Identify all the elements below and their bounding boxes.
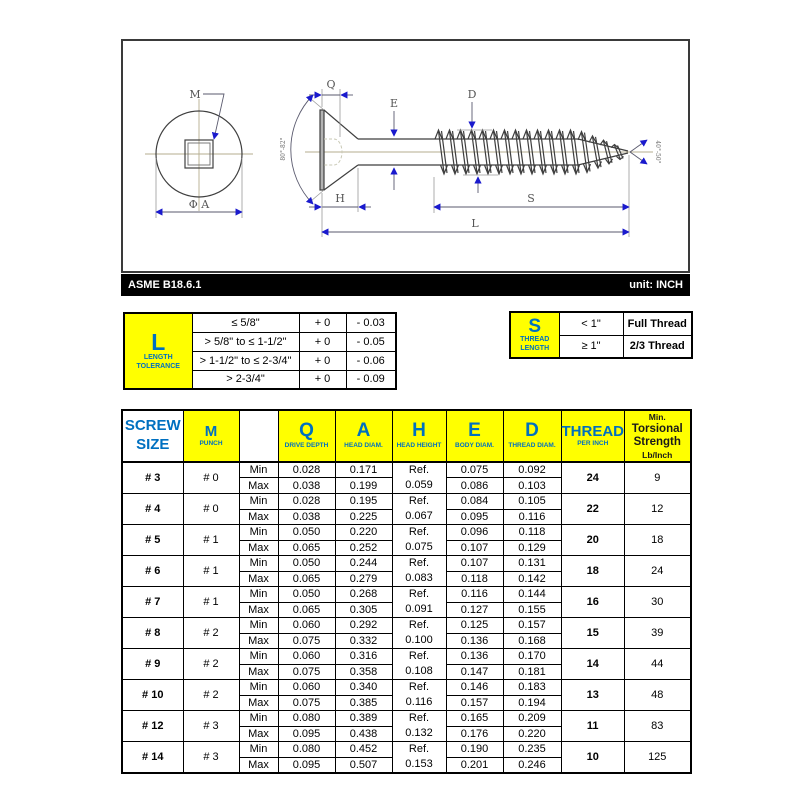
d-min-cell: 0.118 (503, 525, 561, 541)
q-max-cell: 0.065 (278, 602, 335, 618)
a-max-cell: 0.225 (335, 509, 392, 525)
s-caption-2: LENGTH (520, 344, 550, 352)
a-max-cell: 0.279 (335, 571, 392, 587)
drawing-frame (121, 39, 690, 273)
dim-label-m: M (189, 88, 201, 101)
dim-label-e: E (389, 97, 399, 110)
h-value: 0.083 (405, 572, 433, 584)
strength-header-unit: Lb/Inch (642, 449, 673, 460)
min-label-cell: Min (239, 649, 278, 665)
tol-range: > 1-1/2" to ≤ 2-3/4" (192, 351, 299, 370)
torsional-strength-cell: 39 (625, 618, 691, 649)
d-max-cell: 0.168 (503, 633, 561, 649)
h-value: 0.116 (405, 696, 433, 708)
q-max-cell: 0.065 (278, 540, 335, 556)
q-header-caption: DRIVE DEPTH (284, 442, 329, 450)
spec-row-min (122, 494, 691, 510)
ref-label: Ref. (408, 464, 430, 476)
q-max-cell: 0.095 (278, 726, 335, 742)
e-max-cell: 0.095 (446, 509, 503, 525)
a-min-cell: 0.452 (335, 742, 392, 758)
q-max-cell: 0.038 (278, 478, 335, 494)
a-header-caption: HEAD DIAM. (344, 442, 383, 450)
e-min-cell: 0.190 (446, 742, 503, 758)
max-label-cell: Max (239, 695, 278, 711)
m-header-letter: M (204, 422, 218, 440)
thread-per-inch-cell: 24 (561, 462, 625, 494)
spec-row-min (122, 711, 691, 727)
s-caption-1: THREAD (520, 335, 550, 343)
d-min-cell: 0.092 (503, 462, 561, 478)
thread-per-inch-cell: 22 (561, 494, 625, 525)
e-min-cell: 0.096 (446, 525, 503, 541)
e-max-cell: 0.086 (446, 478, 503, 494)
strength-header-title: Torsional Strength (631, 423, 683, 448)
e-header-letter: E (468, 420, 481, 442)
a-min-cell: 0.171 (335, 462, 392, 478)
thread-range: < 1" (559, 312, 623, 335)
a-min-cell: 0.220 (335, 525, 392, 541)
ref-label: Ref. (408, 650, 430, 662)
col-header-q (278, 410, 335, 462)
e-max-cell: 0.176 (446, 726, 503, 742)
e-max-cell: 0.127 (446, 602, 503, 618)
d-min-cell: 0.157 (503, 618, 561, 634)
tol-plus: + 0 (299, 332, 346, 351)
ref-label: Ref. (408, 681, 430, 693)
h-value: 0.153 (405, 758, 433, 770)
col-header-e (446, 410, 503, 462)
e-min-cell: 0.125 (446, 618, 503, 634)
e-min-cell: 0.136 (446, 649, 503, 665)
q-max-cell: 0.095 (278, 757, 335, 773)
min-label-cell: Min (239, 742, 278, 758)
torsional-strength-cell: 9 (625, 462, 691, 494)
q-max-cell: 0.075 (278, 633, 335, 649)
max-label-cell: Max (239, 571, 278, 587)
spec-row-min (122, 556, 691, 572)
a-max-cell: 0.507 (335, 757, 392, 773)
max-label-cell: Max (239, 602, 278, 618)
min-label-cell: Min (239, 462, 278, 478)
min-label-cell: Min (239, 680, 278, 696)
q-max-cell: 0.075 (278, 695, 335, 711)
spec-row-min (122, 742, 691, 758)
h-value: 0.075 (405, 541, 433, 553)
spec-row-min (122, 462, 691, 478)
screw-size-cell: # 10 (122, 680, 183, 711)
ref-label: Ref. (408, 557, 430, 569)
punch-cell: # 2 (183, 680, 239, 711)
d-max-cell: 0.142 (503, 571, 561, 587)
screw-size-cell: # 14 (122, 742, 183, 774)
q-min-cell: 0.080 (278, 711, 335, 727)
d-max-cell: 0.116 (503, 509, 561, 525)
screw-size-cell: # 4 (122, 494, 183, 525)
e-max-cell: 0.157 (446, 695, 503, 711)
h-ref-cell (392, 462, 446, 494)
a-min-cell: 0.244 (335, 556, 392, 572)
point-angle-label: 40°-50° (654, 140, 661, 164)
ref-label: Ref. (408, 743, 430, 755)
d-max-cell: 0.194 (503, 695, 561, 711)
col-header-minmax (239, 410, 278, 462)
thread-per-inch-cell: 14 (561, 649, 625, 680)
col-header-h (392, 410, 446, 462)
thread-per-inch-cell: 10 (561, 742, 625, 774)
tol-minus: - 0.09 (346, 370, 396, 389)
thread-per-inch-cell: 13 (561, 680, 625, 711)
d-header-letter: D (525, 420, 539, 442)
q-min-cell: 0.028 (278, 494, 335, 510)
thread-per-inch-cell: 11 (561, 711, 625, 742)
thread-length-label (510, 312, 559, 358)
tol-plus: + 0 (299, 313, 346, 332)
thread-per-inch-cell: 16 (561, 587, 625, 618)
ref-label: Ref. (408, 588, 430, 600)
d-min-cell: 0.209 (503, 711, 561, 727)
d-min-cell: 0.170 (503, 649, 561, 665)
screw-size-cell: # 5 (122, 525, 183, 556)
dim-label-d: D (467, 88, 477, 101)
punch-cell: # 1 (183, 525, 239, 556)
torsional-strength-cell: 83 (625, 711, 691, 742)
e-min-cell: 0.084 (446, 494, 503, 510)
spec-row-min (122, 525, 691, 541)
e-max-cell: 0.107 (446, 540, 503, 556)
q-max-cell: 0.075 (278, 664, 335, 680)
torsional-strength-cell: 48 (625, 680, 691, 711)
thread-header-caption: PER INCH (577, 440, 609, 448)
h-ref-cell (392, 587, 446, 618)
min-label-cell: Min (239, 618, 278, 634)
d-max-cell: 0.181 (503, 664, 561, 680)
tol-minus: - 0.03 (346, 313, 396, 332)
a-min-cell: 0.389 (335, 711, 392, 727)
h-value: 0.108 (405, 665, 433, 677)
d-max-cell: 0.155 (503, 602, 561, 618)
q-header-letter: Q (299, 420, 314, 442)
d-min-cell: 0.105 (503, 494, 561, 510)
head-angle-label: 80°-82° (280, 137, 287, 161)
torsional-strength-cell: 30 (625, 587, 691, 618)
spec-row-min (122, 649, 691, 665)
a-max-cell: 0.252 (335, 540, 392, 556)
punch-cell: # 0 (183, 494, 239, 525)
strength-header-min: Min. (648, 411, 666, 422)
tol-range: > 2-3/4" (192, 370, 299, 389)
l-caption-2: TOLERANCE (136, 362, 180, 370)
punch-cell: # 2 (183, 618, 239, 649)
thread-per-inch-cell: 20 (561, 525, 625, 556)
torsional-strength-cell: 44 (625, 649, 691, 680)
screw-size-cell: # 9 (122, 649, 183, 680)
s-letter: S (528, 315, 542, 337)
min-label-cell: Min (239, 587, 278, 603)
screw-spec-table (121, 409, 692, 774)
q-max-cell: 0.038 (278, 509, 335, 525)
d-max-cell: 0.103 (503, 478, 561, 494)
a-max-cell: 0.305 (335, 602, 392, 618)
thread-per-inch-cell: 18 (561, 556, 625, 587)
a-min-cell: 0.316 (335, 649, 392, 665)
punch-cell: # 2 (183, 649, 239, 680)
max-label-cell: Max (239, 664, 278, 680)
torsional-strength-cell: 18 (625, 525, 691, 556)
h-value: 0.091 (405, 603, 433, 615)
max-label-cell: Max (239, 726, 278, 742)
torsional-strength-cell: 125 (625, 742, 691, 774)
dim-label-q: Q (326, 78, 336, 91)
tol-plus: + 0 (299, 370, 346, 389)
min-label-cell: Min (239, 525, 278, 541)
ref-label: Ref. (408, 526, 430, 538)
tol-range: ≤ 5/8" (192, 313, 299, 332)
min-label-cell: Min (239, 556, 278, 572)
a-header-letter: A (356, 420, 371, 442)
d-min-cell: 0.235 (503, 742, 561, 758)
screw-size-cell: # 8 (122, 618, 183, 649)
h-header-caption: HEAD HEIGHT (396, 442, 442, 450)
ref-label: Ref. (408, 619, 430, 631)
q-min-cell: 0.050 (278, 587, 335, 603)
screw-size-cell: # 6 (122, 556, 183, 587)
h-ref-cell (392, 618, 446, 649)
col-header-a (335, 410, 392, 462)
e-min-cell: 0.146 (446, 680, 503, 696)
d-max-cell: 0.129 (503, 540, 561, 556)
col-header-d (503, 410, 561, 462)
screw-technical-drawing (123, 41, 688, 271)
e-max-cell: 0.201 (446, 757, 503, 773)
punch-cell: # 3 (183, 711, 239, 742)
max-label-cell: Max (239, 757, 278, 773)
punch-cell: # 1 (183, 556, 239, 587)
thread-header-letter: THREAD (561, 422, 624, 440)
ref-label: Ref. (408, 712, 430, 724)
a-max-cell: 0.332 (335, 633, 392, 649)
a-min-cell: 0.268 (335, 587, 392, 603)
h-value: 0.059 (405, 479, 433, 491)
screw-size-cell: # 3 (122, 462, 183, 494)
spec-row-min (122, 587, 691, 603)
thread-rule: Full Thread (623, 312, 692, 335)
min-label-cell: Min (239, 494, 278, 510)
col-header-m-punch (183, 410, 239, 462)
d-max-cell: 0.220 (503, 726, 561, 742)
max-label-cell: Max (239, 478, 278, 494)
l-letter: L (151, 328, 166, 355)
torsional-strength-cell: 12 (625, 494, 691, 525)
h-header-letter: H (412, 420, 426, 442)
tol-plus: + 0 (299, 351, 346, 370)
max-label-cell: Max (239, 633, 278, 649)
punch-cell: # 1 (183, 587, 239, 618)
q-min-cell: 0.060 (278, 680, 335, 696)
max-label-cell: Max (239, 509, 278, 525)
unit-label: unit: INCH (629, 279, 683, 291)
d-max-cell: 0.246 (503, 757, 561, 773)
length-tolerance-label (124, 313, 192, 389)
dim-label-s: S (527, 192, 535, 205)
tol-minus: - 0.06 (346, 351, 396, 370)
dim-label-h: H (335, 192, 345, 205)
q-min-cell: 0.028 (278, 462, 335, 478)
d-header-caption: THREAD DIAM. (508, 442, 556, 450)
q-min-cell: 0.060 (278, 649, 335, 665)
a-min-cell: 0.292 (335, 618, 392, 634)
h-value: 0.067 (405, 510, 433, 522)
max-label-cell: Max (239, 540, 278, 556)
m-header-caption: PUNCH (199, 440, 223, 448)
col-header-thread (561, 410, 625, 462)
h-value: 0.132 (405, 727, 433, 739)
q-max-cell: 0.065 (278, 571, 335, 587)
tol-range: > 5/8" to ≤ 1-1/2" (192, 332, 299, 351)
min-label-cell: Min (239, 711, 278, 727)
thread-length-table (509, 311, 693, 359)
d-min-cell: 0.131 (503, 556, 561, 572)
a-max-cell: 0.438 (335, 726, 392, 742)
h-ref-cell (392, 649, 446, 680)
tol-minus: - 0.05 (346, 332, 396, 351)
col-header-screw-size: SCREW SIZE (122, 410, 183, 462)
h-ref-cell (392, 556, 446, 587)
e-min-cell: 0.165 (446, 711, 503, 727)
e-max-cell: 0.136 (446, 633, 503, 649)
e-min-cell: 0.116 (446, 587, 503, 603)
screw-size-cell: # 12 (122, 711, 183, 742)
e-header-caption: BODY DIAM. (455, 442, 494, 450)
d-min-cell: 0.183 (503, 680, 561, 696)
e-max-cell: 0.118 (446, 571, 503, 587)
a-min-cell: 0.195 (335, 494, 392, 510)
screw-size-cell: # 7 (122, 587, 183, 618)
h-ref-cell (392, 525, 446, 556)
h-ref-cell (392, 742, 446, 774)
thread-rule: 2/3 Thread (623, 335, 692, 358)
punch-cell: # 3 (183, 742, 239, 774)
dim-label-l: L (471, 217, 479, 230)
side-view (280, 78, 661, 237)
l-caption-1: LENGTH (143, 353, 173, 361)
spec-row-min (122, 618, 691, 634)
a-min-cell: 0.340 (335, 680, 392, 696)
punch-cell: # 0 (183, 462, 239, 494)
h-ref-cell (392, 680, 446, 711)
a-max-cell: 0.385 (335, 695, 392, 711)
e-min-cell: 0.107 (446, 556, 503, 572)
h-value: 0.100 (405, 634, 433, 646)
q-min-cell: 0.050 (278, 556, 335, 572)
q-min-cell: 0.080 (278, 742, 335, 758)
standard-label: ASME B18.6.1 (128, 279, 202, 291)
d-min-cell: 0.144 (503, 587, 561, 603)
ref-label: Ref. (408, 495, 430, 507)
front-view (145, 88, 253, 218)
dim-label-phi-a: Φ A (188, 198, 210, 211)
a-max-cell: 0.199 (335, 478, 392, 494)
e-max-cell: 0.147 (446, 664, 503, 680)
e-min-cell: 0.075 (446, 462, 503, 478)
q-min-cell: 0.060 (278, 618, 335, 634)
spec-row-min (122, 680, 691, 696)
h-ref-cell (392, 711, 446, 742)
thread-profile (435, 130, 624, 174)
a-max-cell: 0.358 (335, 664, 392, 680)
h-ref-cell (392, 494, 446, 525)
torsional-strength-cell: 24 (625, 556, 691, 587)
col-header-strength (625, 410, 691, 462)
thread-per-inch-cell: 15 (561, 618, 625, 649)
q-min-cell: 0.050 (278, 525, 335, 541)
length-tolerance-table (123, 312, 397, 390)
standard-bar (121, 274, 690, 296)
thread-range: ≥ 1" (559, 335, 623, 358)
